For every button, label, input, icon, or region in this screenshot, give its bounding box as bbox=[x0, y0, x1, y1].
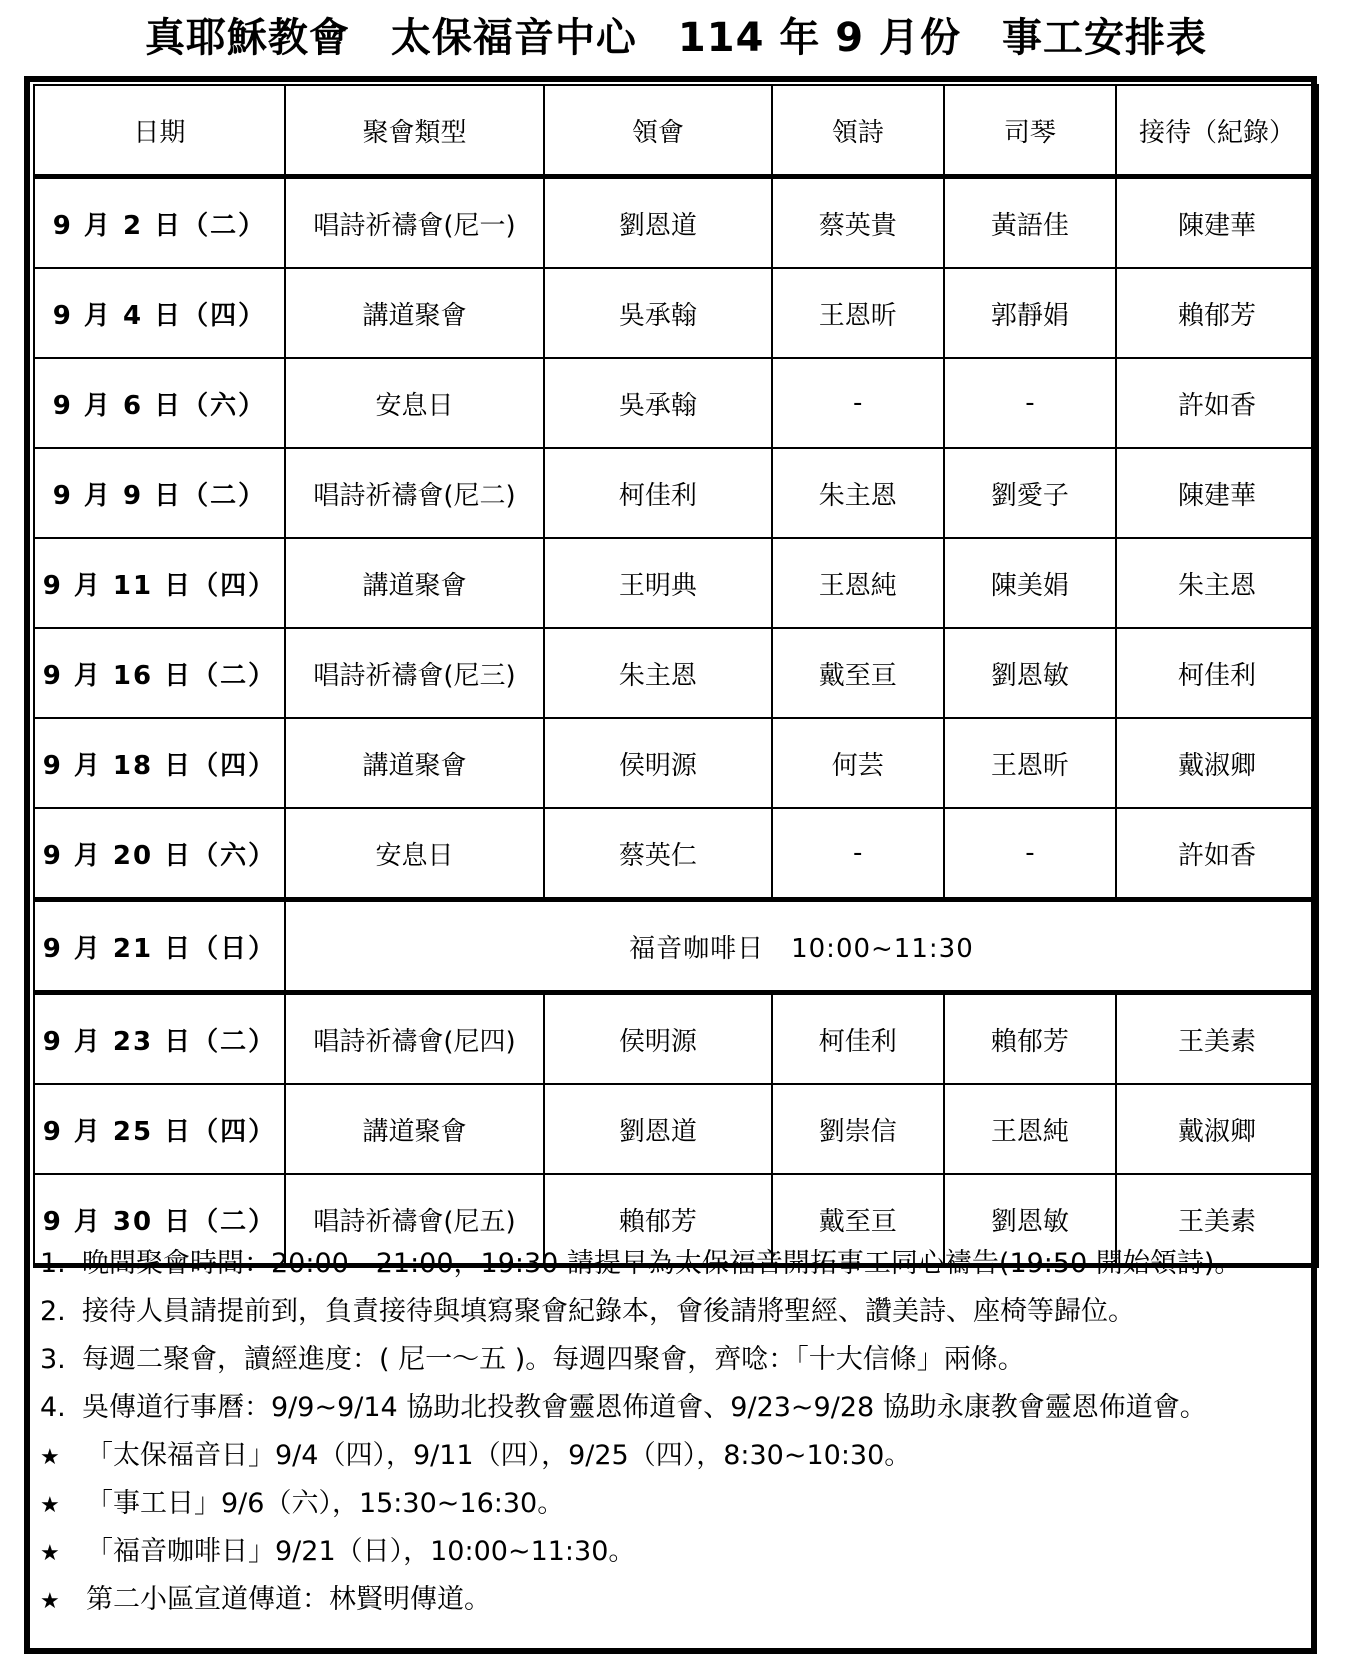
note-text: 「福音咖啡日」9/21（日），10:00~11:30。 bbox=[86, 1536, 636, 1567]
table-header-row bbox=[34, 85, 1318, 177]
header-leader: 領會 bbox=[544, 85, 771, 177]
cell-usher: 陳建華 bbox=[1116, 448, 1318, 538]
note-item bbox=[40, 1432, 1310, 1480]
note-text: 接待人員請提前到，負責接待與填寫聚會紀錄本，會後請將聖經、讚美詩、座椅等歸位。 bbox=[82, 1296, 1135, 1327]
cell-leader: 吳承翰 bbox=[544, 268, 771, 358]
note-text: 「事工日」9/6（六），15:30~16:30。 bbox=[86, 1488, 565, 1519]
header-usher: 接待（紀錄） bbox=[1116, 85, 1318, 177]
table-row bbox=[34, 1084, 1318, 1174]
cell-pianist: 劉愛子 bbox=[944, 448, 1116, 538]
note-item bbox=[40, 1480, 1310, 1528]
note-number: 4. bbox=[40, 1392, 66, 1423]
star-icon: ★ bbox=[40, 1493, 60, 1518]
header-date: 日期 bbox=[34, 85, 285, 177]
cell-usher: 陳建華 bbox=[1116, 177, 1318, 269]
cell-song-leader: - bbox=[772, 808, 944, 900]
star-icon: ★ bbox=[40, 1541, 60, 1566]
header-pianist: 司琴 bbox=[944, 85, 1116, 177]
cell-song-leader: 朱主恩 bbox=[772, 448, 944, 538]
cell-song-leader: 王恩昕 bbox=[772, 268, 944, 358]
cell-date: 9 月 4 日（四） bbox=[34, 268, 285, 358]
cell-date: 9 月 18 日（四） bbox=[34, 718, 285, 808]
cell-usher: 許如香 bbox=[1116, 358, 1318, 448]
cell-meeting-type: 安息日 bbox=[285, 358, 544, 448]
cell-meeting-type: 唱詩祈禱會(尼四) bbox=[285, 993, 544, 1085]
cell-leader: 朱主恩 bbox=[544, 628, 771, 718]
note-item bbox=[40, 1336, 1310, 1384]
cell-pianist: 劉恩敏 bbox=[944, 628, 1116, 718]
cell-date: 9 月 20 日（六） bbox=[34, 808, 285, 900]
cell-usher: 戴淑卿 bbox=[1116, 1084, 1318, 1174]
cell-meeting-type: 講道聚會 bbox=[285, 538, 544, 628]
table-row bbox=[34, 993, 1318, 1085]
header-meeting-type: 聚會類型 bbox=[285, 85, 544, 177]
cell-pianist: 劉恩敏 bbox=[944, 1174, 1116, 1266]
note-text: 「太保福音日」9/4（四），9/11（四），9/25（四），8:30~10:30。 bbox=[86, 1440, 912, 1471]
note-item bbox=[40, 1288, 1310, 1336]
star-icon: ★ bbox=[40, 1589, 60, 1614]
cell-date: 9 月 6 日（六） bbox=[34, 358, 285, 448]
note-text: 吳傳道行事曆：9/9~9/14 協助北投教會靈恩佈道會、9/23~9/28 協助永康教會靈恩佈道會。 bbox=[82, 1392, 1207, 1423]
cell-pianist: 王恩昕 bbox=[944, 718, 1116, 808]
cell-usher: 王美素 bbox=[1116, 993, 1318, 1085]
star-icon: ★ bbox=[40, 1445, 60, 1470]
cell-leader: 劉恩道 bbox=[544, 1084, 771, 1174]
cell-usher: 賴郁芳 bbox=[1116, 268, 1318, 358]
table-row bbox=[34, 628, 1318, 718]
cell-date: 9 月 11 日（四） bbox=[34, 538, 285, 628]
table-row-special bbox=[34, 900, 1318, 993]
note-number: 3. bbox=[40, 1344, 66, 1375]
cell-pianist: - bbox=[944, 808, 1116, 900]
cell-song-leader: 蔡英貴 bbox=[772, 177, 944, 269]
note-number: 2. bbox=[40, 1296, 66, 1327]
cell-pianist: 郭靜娟 bbox=[944, 268, 1116, 358]
table-row bbox=[34, 808, 1318, 900]
note-text: 晚間聚會時間：20:00 - 21:00，19:30 請提早為太保福音開拓事工同心禱告(19:50 開始領詩)。 bbox=[82, 1248, 1242, 1279]
cell-date: 9 月 2 日（二） bbox=[34, 177, 285, 269]
cell-date: 9 月 21 日（日） bbox=[34, 900, 285, 993]
cell-leader: 劉恩道 bbox=[544, 177, 771, 269]
cell-leader: 王明典 bbox=[544, 538, 771, 628]
cell-usher: 朱主恩 bbox=[1116, 538, 1318, 628]
cell-date: 9 月 16 日（二） bbox=[34, 628, 285, 718]
cell-date: 9 月 23 日（二） bbox=[34, 993, 285, 1085]
cell-special-event: 福音咖啡日 10:00~11:30 bbox=[285, 900, 1318, 993]
cell-leader: 侯明源 bbox=[544, 718, 771, 808]
cell-meeting-type: 講道聚會 bbox=[285, 1084, 544, 1174]
note-item bbox=[40, 1576, 1310, 1624]
table-row bbox=[34, 177, 1318, 269]
cell-song-leader: 柯佳利 bbox=[772, 993, 944, 1085]
cell-date: 9 月 25 日（四） bbox=[34, 1084, 285, 1174]
cell-leader: 侯明源 bbox=[544, 993, 771, 1085]
cell-pianist: 王恩純 bbox=[944, 1084, 1116, 1174]
note-number: 1. bbox=[40, 1248, 66, 1279]
note-text: 第二小區宣道傳道：林賢明傳道。 bbox=[86, 1584, 491, 1615]
cell-pianist: - bbox=[944, 358, 1116, 448]
cell-meeting-type: 安息日 bbox=[285, 808, 544, 900]
cell-meeting-type: 唱詩祈禱會(尼一) bbox=[285, 177, 544, 269]
note-item bbox=[40, 1528, 1310, 1576]
cell-usher: 王美素 bbox=[1116, 1174, 1318, 1266]
note-item bbox=[40, 1240, 1310, 1288]
table-row bbox=[34, 718, 1318, 808]
cell-pianist: 黃語佳 bbox=[944, 177, 1116, 269]
header-song-leader: 領詩 bbox=[772, 85, 944, 177]
table-row bbox=[34, 538, 1318, 628]
note-text: 每週二聚會，讀經進度：( 尼一～五 )。每週四聚會，齊唸：「十大信條」兩條。 bbox=[82, 1344, 1025, 1375]
table-row bbox=[34, 448, 1318, 538]
cell-leader: 賴郁芳 bbox=[544, 1174, 771, 1266]
cell-song-leader: 戴至亘 bbox=[772, 1174, 944, 1266]
cell-usher: 戴淑卿 bbox=[1116, 718, 1318, 808]
cell-song-leader: 何芸 bbox=[772, 718, 944, 808]
cell-leader: 蔡英仁 bbox=[544, 808, 771, 900]
table-row bbox=[34, 268, 1318, 358]
cell-meeting-type: 講道聚會 bbox=[285, 718, 544, 808]
cell-meeting-type: 唱詩祈禱會(尼二) bbox=[285, 448, 544, 538]
cell-pianist: 賴郁芳 bbox=[944, 993, 1116, 1085]
cell-date: 9 月 9 日（二） bbox=[34, 448, 285, 538]
cell-usher: 許如香 bbox=[1116, 808, 1318, 900]
cell-meeting-type: 唱詩祈禱會(尼五) bbox=[285, 1174, 544, 1266]
note-item bbox=[40, 1384, 1310, 1432]
cell-usher: 柯佳利 bbox=[1116, 628, 1318, 718]
cell-song-leader: - bbox=[772, 358, 944, 448]
cell-meeting-type: 講道聚會 bbox=[285, 268, 544, 358]
cell-leader: 吳承翰 bbox=[544, 358, 771, 448]
notes-section bbox=[40, 1240, 1310, 1624]
cell-meeting-type: 唱詩祈禱會(尼三) bbox=[285, 628, 544, 718]
page-title: 真耶穌教會 太保福音中心 114 年 9 月份 事工安排表 bbox=[144, 15, 1208, 61]
table-row bbox=[34, 358, 1318, 448]
cell-song-leader: 戴至亘 bbox=[772, 628, 944, 718]
cell-pianist: 陳美娟 bbox=[944, 538, 1116, 628]
cell-leader: 柯佳利 bbox=[544, 448, 771, 538]
cell-date: 9 月 30 日（二） bbox=[34, 1174, 285, 1266]
cell-song-leader: 劉崇信 bbox=[772, 1084, 944, 1174]
cell-song-leader: 王恩純 bbox=[772, 538, 944, 628]
schedule-table bbox=[33, 84, 1319, 1268]
